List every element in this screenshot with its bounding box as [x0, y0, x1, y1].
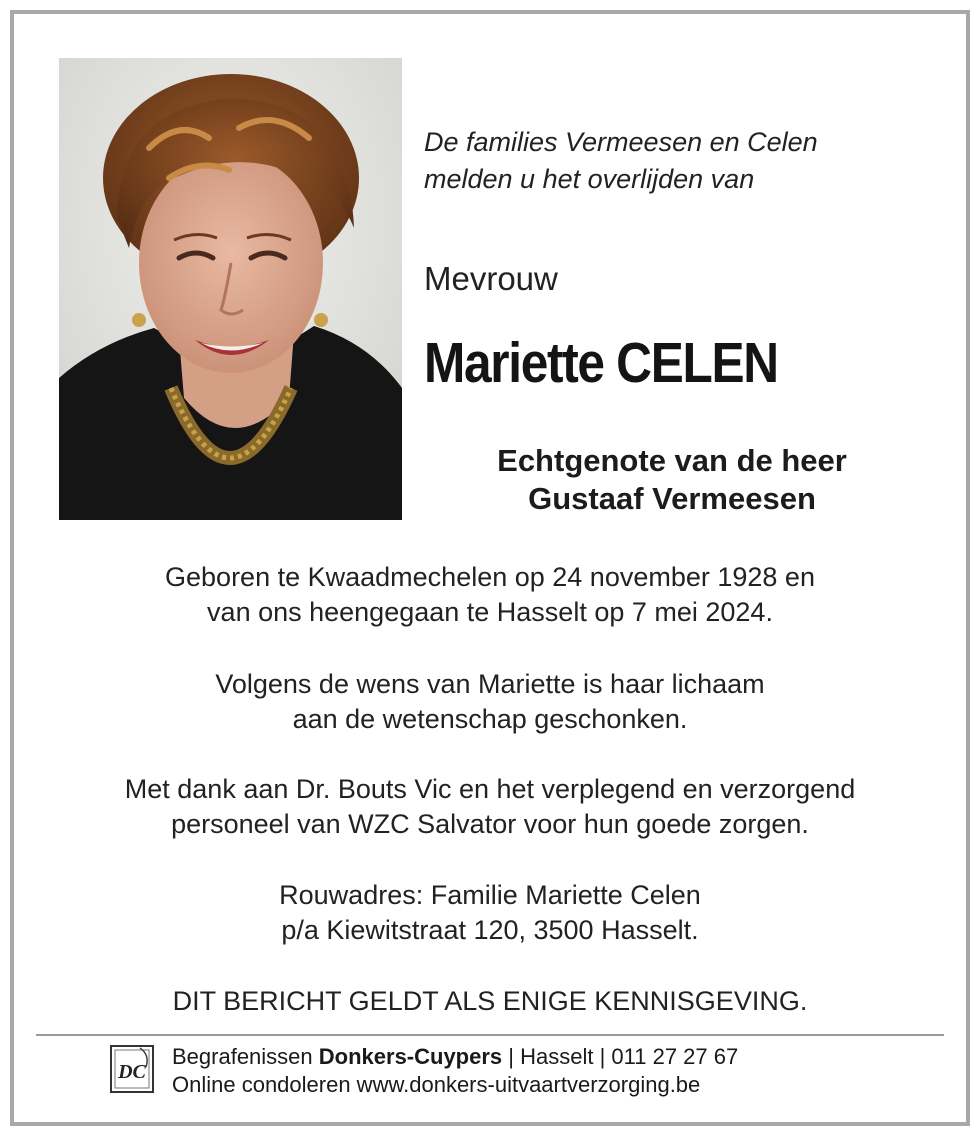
intro-line-2: melden u het overlijden van: [424, 164, 755, 194]
company-name: Donkers-Cuypers: [318, 1044, 503, 1069]
wish-paragraph: [30, 667, 950, 737]
birth-line-1: Geboren te Kwaadmechelen op 24 november 1928 en: [165, 562, 815, 592]
footer-line-1: [172, 1043, 932, 1071]
thanks-line-1: Met dank aan Dr. Bouts Vic en het verplegend en verzorgend: [124, 774, 856, 804]
intro-line-1: De families Vermeesen en Celen: [424, 127, 818, 157]
thanks-line-2: personeel van WZC Salvator voor hun goede zorgen.: [171, 809, 809, 839]
funeral-home-info: [172, 1043, 932, 1099]
funeral-home-logo: [110, 1045, 154, 1093]
spouse-line-1: Echtgenote van de heer: [497, 443, 847, 478]
spouse-info: [422, 442, 922, 518]
address-paragraph: [30, 878, 950, 948]
thanks-paragraph: [30, 772, 950, 842]
deceased-name: Mariette CELEN: [424, 331, 778, 395]
footer-contact: | Hasselt | 011 27 27 67: [502, 1044, 739, 1069]
birth-death-paragraph: [30, 560, 950, 630]
address-line-1: Rouwadres: Familie Mariette Celen: [279, 880, 701, 910]
wish-line-1: Volgens de wens van Mariette is haar lichaam: [215, 669, 765, 699]
footer-divider: [36, 1034, 944, 1036]
address-line-2: p/a Kiewitstraat 120, 3500 Hasselt.: [281, 915, 699, 945]
honorific: Mevrouw: [424, 260, 558, 297]
footer-line-2: Online condoleren www.donkers-uitvaartverzorging.be: [172, 1072, 701, 1097]
logo-letters: DC: [118, 1061, 146, 1083]
intro-text: [424, 124, 944, 198]
spouse-line-2: Gustaaf Vermeesen: [528, 481, 816, 516]
footer-prefix: Begrafenissen: [172, 1044, 319, 1069]
portrait-photo: [59, 58, 402, 520]
notice-text: DIT BERICHT GELDT ALS ENIGE KENNISGEVING.: [172, 986, 808, 1016]
wish-line-2: aan de wetenschap geschonken.: [292, 704, 688, 734]
birth-line-2: van ons heengegaan te Hasselt op 7 mei 2024.: [207, 597, 773, 627]
